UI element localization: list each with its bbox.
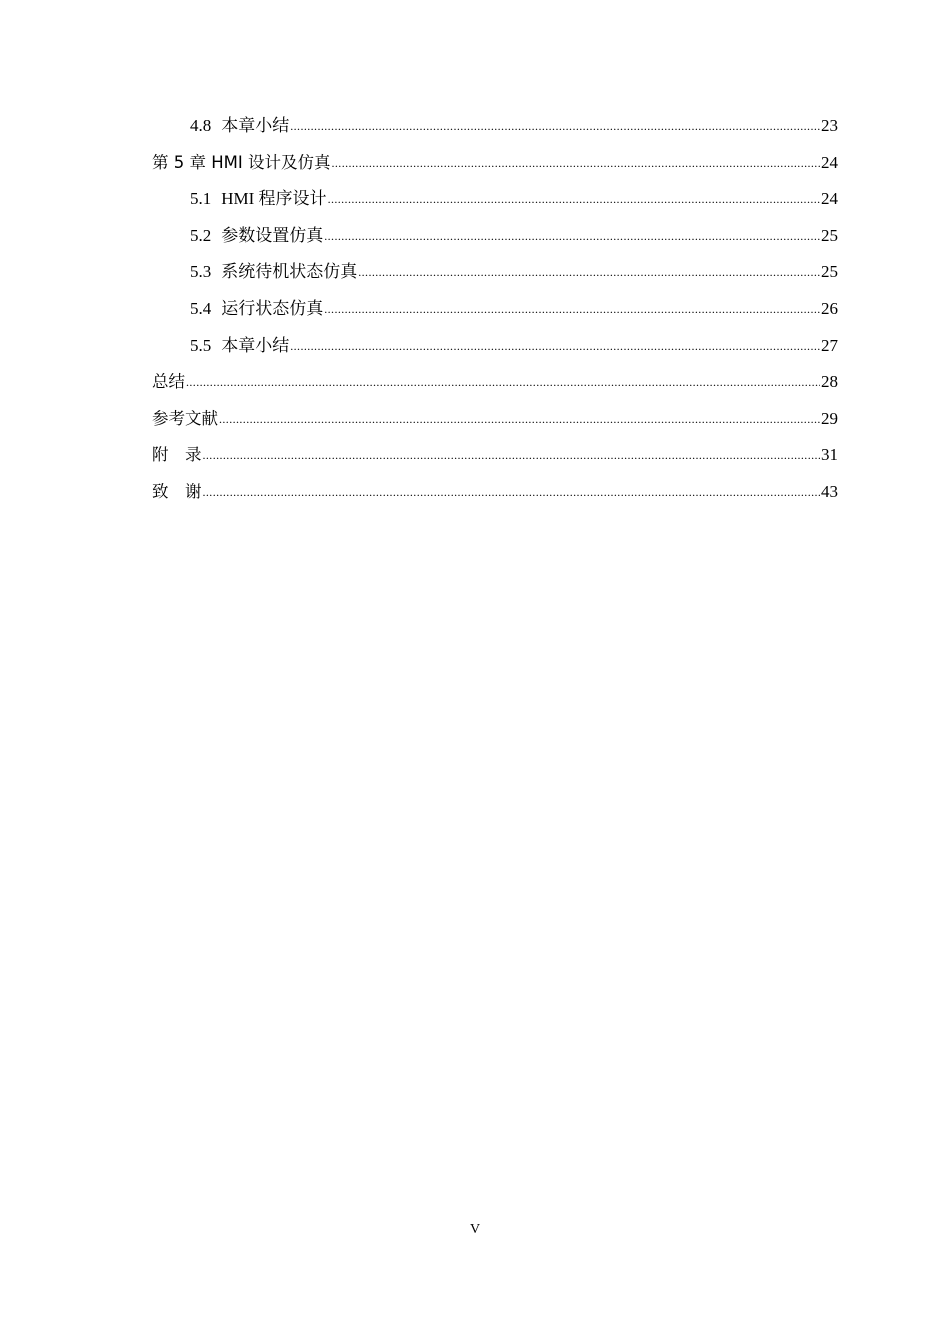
toc-dot-leader bbox=[203, 436, 821, 474]
toc-entry-number: 5.3 bbox=[190, 262, 212, 282]
toc-entry-page: 24 bbox=[821, 152, 838, 172]
toc-entry-title: 运行状态仿真 bbox=[221, 298, 324, 318]
toc-entry-conclusion[interactable] bbox=[152, 364, 838, 401]
toc-entry-page: 25 bbox=[821, 225, 838, 245]
toc-entry-title: 致 谢 bbox=[152, 481, 202, 501]
toc-dot-leader bbox=[290, 107, 820, 145]
toc-entry-5-3[interactable] bbox=[152, 254, 838, 291]
toc-entry-page: 28 bbox=[821, 372, 838, 392]
toc-entry-chapter-5[interactable] bbox=[152, 145, 838, 182]
toc-dot-leader bbox=[324, 290, 820, 328]
toc-entry-5-5[interactable] bbox=[152, 328, 838, 365]
toc-entry-title: 总结 bbox=[152, 372, 185, 392]
toc-entry-number: 5.4 bbox=[190, 298, 212, 318]
toc-entry-5-2[interactable] bbox=[152, 218, 838, 255]
toc-entry-page: 27 bbox=[821, 335, 838, 355]
toc-dot-leader bbox=[332, 144, 821, 182]
toc-entry-number: 4.8 bbox=[190, 116, 212, 135]
toc-dot-leader bbox=[203, 473, 821, 511]
toc-entry-title: 本章小结 bbox=[221, 116, 290, 135]
toc-entry-title: 参考文献 bbox=[152, 408, 218, 428]
toc-entry-page: 24 bbox=[821, 189, 838, 209]
toc-entry-4-8[interactable] bbox=[152, 108, 838, 145]
toc-dot-leader bbox=[324, 217, 820, 255]
page-number: V bbox=[469, 1222, 481, 1237]
toc-entry-page: 43 bbox=[821, 481, 838, 501]
toc-entry-5-4[interactable] bbox=[152, 291, 838, 328]
toc-dot-leader bbox=[219, 400, 820, 438]
toc-dot-leader bbox=[328, 180, 820, 218]
toc-entry-acknowledgements[interactable] bbox=[152, 474, 838, 511]
toc-entry-number: 5.5 bbox=[190, 335, 212, 355]
toc-entry-references[interactable] bbox=[152, 401, 838, 438]
toc-entry-title: 第 5 章 HMI 设计及仿真 bbox=[152, 152, 331, 172]
toc-entry-5-1[interactable] bbox=[152, 181, 838, 218]
toc-entry-page: 26 bbox=[821, 298, 838, 318]
toc-entry-title: 附 录 bbox=[152, 445, 202, 465]
toc-entry-page: 25 bbox=[821, 262, 838, 282]
toc-entry-appendix[interactable] bbox=[152, 437, 838, 474]
toc-entry-page: 31 bbox=[821, 445, 838, 465]
toc-entry-number: 5.2 bbox=[190, 225, 212, 245]
toc-dot-leader bbox=[290, 327, 820, 365]
toc-entry-title: 系统待机状态仿真 bbox=[221, 262, 358, 282]
table-of-contents bbox=[152, 108, 838, 511]
toc-dot-leader bbox=[186, 363, 820, 401]
toc-entry-title: 本章小结 bbox=[221, 335, 290, 355]
toc-entry-page: 23 bbox=[821, 116, 838, 135]
toc-entry-title: HMI 程序设计 bbox=[221, 189, 327, 209]
toc-entry-page: 29 bbox=[821, 408, 838, 428]
toc-entry-title: 参数设置仿真 bbox=[221, 225, 324, 245]
toc-dot-leader bbox=[358, 253, 820, 291]
toc-entry-number: 5.1 bbox=[190, 189, 212, 209]
